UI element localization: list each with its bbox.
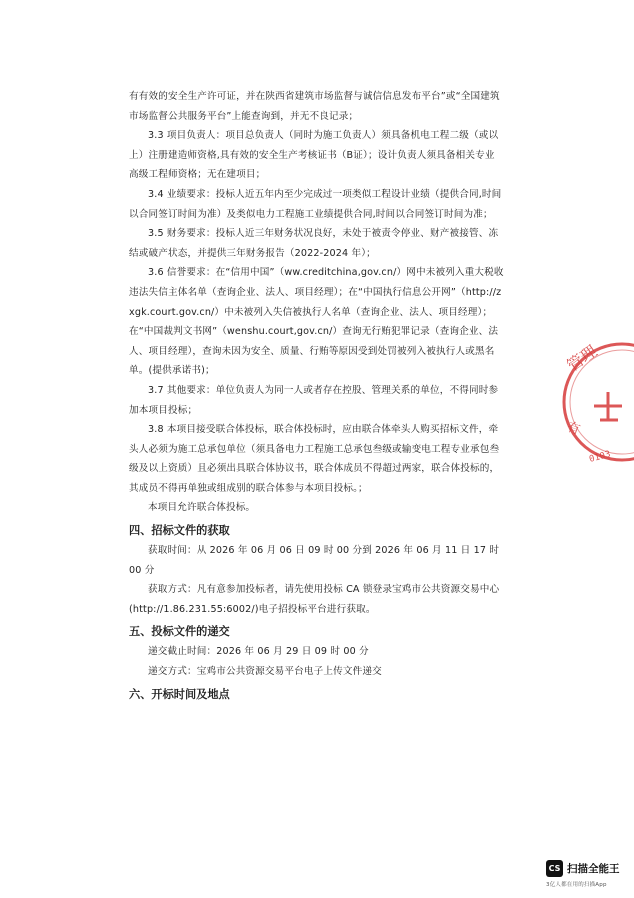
- paragraph-3-5: 3.5 财务要求：投标人近三年财务状况良好，未处于被责令停业、财产被接管、冻结或破产状态，并提供三年财务报告（2022-2024 年）；: [129, 228, 499, 259]
- seal-text-2: 有: [564, 419, 582, 439]
- paragraph-3-6: 3.6 信誉要求：在“信用中国”（ww.creditchina,gov.cn/）网中未被列入重大税收违法失信主体名单（查询企业、法人、项目经理）；在“中国执行信息公开网”（http://zxgk.court.gov.cn/）中未被列入失信被执行人名单（查询企业、法人、项目经理）；在“中国裁判文书网”（wenshu.court,gov.cn/）查询无行贿犯罪记录（查询企业、法人、项目经理），查询未因为安全、质量、行贿等原因受到处罚被列入被执行人或黑名单。(提供承诺书)；: [129, 267, 504, 377]
- section-4-line-1: 获取时间：从 2026 年 06 月 06 日 09 时 00 分到 2026 年 06 月 11 日 17 时 00 分: [129, 545, 500, 576]
- paragraph-3-4: 3.4 业绩要求：投标人近五年内至少完成过一项类似工程设计业绩（提供合同,时间以合同签订时间为准）及类似电力工程施工业绩提供合同,时间以合同签订时间为准；: [129, 188, 502, 220]
- section-4-line-2: 获取方式：凡有意参加投标者，请先使用投标 CA 锁登录宝鸡市公共资源交易中心(http://1.86.231.55:6002/)电子招投标平台进行获取。: [129, 584, 500, 615]
- camscanner-logo-icon: CS: [546, 860, 563, 877]
- paragraph-3-3: 3.3 项目负责人：项目总负责人（同时为施工负责人）须具备机电工程二级（或以上）注册建造师资格,具有效的安全生产考核证书（B证）；设计负责人须具备相关专业高级工程师资格；无在建项目；: [129, 130, 499, 181]
- paragraph-3-7: 3.7 其他要求：单位负责人为同一人或者存在控股、管理关系的单位，不得同时参加本项目投标；: [129, 384, 499, 416]
- section-heading-5: 五、投标文件的递交: [129, 625, 230, 639]
- section-5-line-2: 递交方式：宝鸡市公共资源交易平台电子上传文件递交: [148, 666, 382, 678]
- watermark-tagline: 3亿人都在用的扫描App: [546, 882, 607, 888]
- paragraph-3-8: 3.8 本项目接受联合体投标，联合体投标时，应由联合体牵头人购买招标文件，牵头人必须为施工总承包单位（须具备电力工程施工总承包叁级或输变电工程专业承包叁级及以上资质）且必须出具联合体协议书，联合体成员不得超过两家，联合体投标的，其成员不得再单独或组成别的联合体参与本项目投标。；: [129, 424, 500, 494]
- seal-number: 0103: [588, 449, 612, 465]
- seal-icon: [560, 332, 634, 472]
- watermark-app-name: 扫描全能王: [567, 863, 620, 875]
- section-5-line-1: 递交截止时间：2026 年 06 月 29 日 09 时 00 分: [148, 646, 369, 658]
- section-heading-4: 四、招标文件的获取: [129, 524, 230, 538]
- paragraph-consortium-allowed: 本项目允许联合体投标。: [148, 502, 256, 514]
- scanner-watermark: [546, 860, 634, 896]
- section-heading-6: 六、开标时间及地点: [129, 687, 230, 701]
- document-body: [129, 87, 504, 705]
- paragraph-qualification-cont: 有有效的安全生产许可证，并在陕西省建筑市场监督与诚信信息发布平台”或“全国建筑市场监督公共服务平台”上能查询到，并无不良记录；: [129, 91, 500, 122]
- red-seal-stamp: [560, 332, 634, 472]
- seal-text-1: 管理: [563, 341, 601, 376]
